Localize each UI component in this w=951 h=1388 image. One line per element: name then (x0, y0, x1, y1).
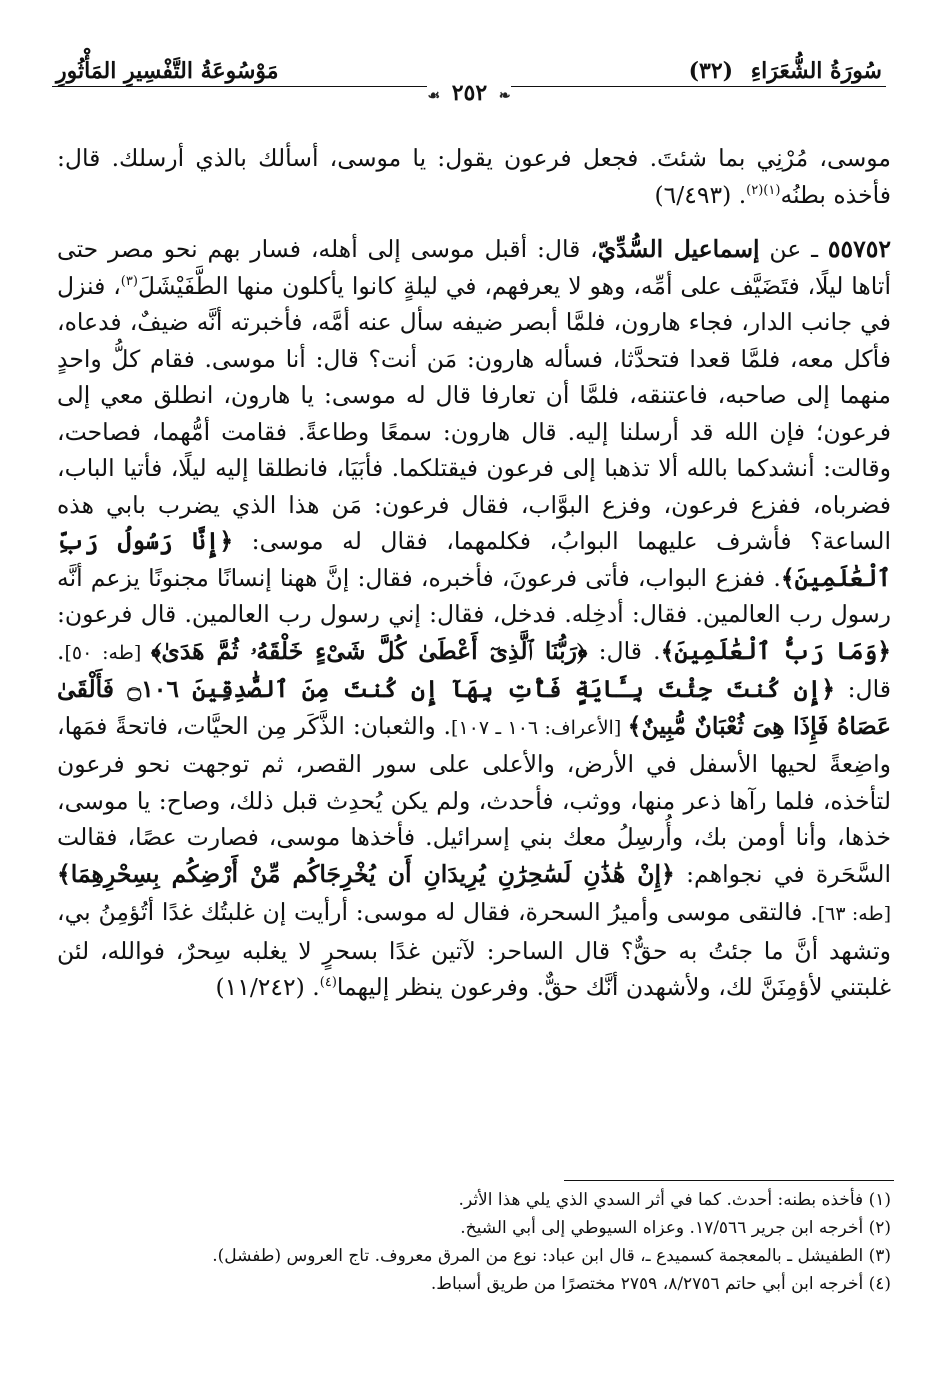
footnote: (١) فأخذه بطنه: أحدث. كما في أثر السدي الذي يلي هذا الأثر. (458, 1190, 891, 1210)
volume-reference: . (٦/٤٩٣) (654, 180, 747, 209)
entry-text: . والثعبان: الذَّكَر مِن الحيَّات، فاتحةً فمَها، واضِعةً لحيها الأسفل في الأرض، والأعلى على سور القصر، ثم توجهت نحو فرعون لتأخذه، فلما رآها ذعر منها، ووثب، فأحدث، ولم يكن يُحدِث قبل ذلك، وصاح: يا موسى، خذها، وأنا أومن بك، وأُرسِلُ معك بني إسرائيل. فأخذها موسى، فصارت عصًا، فقالت السَّحَرة في نجواهم: (57, 711, 891, 888)
paragraph-text: موسى، مُرْنِي بما شئتَ. فجعل فرعون يقول: يا موسى، أسألك بالذي أرسلك. قال: فأخذه بطنُه (57, 144, 891, 209)
entry-text: . قال: (57, 636, 891, 703)
narrator-name: إسماعيل السُّدِّيّ (597, 235, 760, 263)
verse-reference: [طه: ٦٣] (817, 903, 891, 925)
surah-name: سُورَةُ الشُّعَرَاءِ (750, 58, 882, 84)
ornament-icon: ❧ (498, 88, 511, 104)
book-title: مَوْسُوعَةُ التَّفْسِيرِ المَأْثُورِ (56, 58, 279, 84)
paragraph-continuation (57, 140, 891, 213)
surah-number: (٣٢) (688, 58, 734, 84)
verse-reference: [طه: ٥٠] (64, 641, 152, 664)
entry-text: . قال: (587, 636, 661, 665)
footnote: (٣) الطفيشل ـ بالمعجمة كسميدع ـ، قال ابن عباد: نوع من المرق معروف. تاج العروس (طفشل). (212, 1246, 891, 1266)
entry-prefix: ـ عن (759, 235, 828, 263)
footnote-marker: (٤) (319, 975, 337, 991)
entry-text: ، قال: أقبل موسى إلى أهله، فسار بهم نحو مصر حتى أتاها ليلًا، فتَضَيَّف على أمِّه، وهو لا يعرفهم، في ليلةٍ كانوا يأكلون منها الطَّفَيْشَلَ (57, 235, 891, 300)
footnote-marker: (١)(٢) (746, 182, 781, 198)
main-text (57, 140, 891, 1006)
page-header (52, 52, 886, 106)
entry-number: ٥٥٧٥٢ (827, 235, 891, 263)
hadith-entry (57, 231, 891, 1006)
quran-quote: ﴿إِن كُنتَ جِئْتَ بِـَٔايَةٍ فَأْتِ بِهَآ إِن كُنتَ مِنَ ٱلصَّٰدِقِينَ ۝١٠٦ فَأَلْقَىٰ عَصَاهُ فَإِذَا هِىَ ثُعْبَانٌ مُّبِينٌ﴾ (57, 675, 891, 740)
page-number-block (52, 80, 886, 106)
quran-quote: ﴿رَبُّنَا ٱلَّذِىٓ أَعْطَىٰ كُلَّ شَىْءٍ خَلْقَهُۥ ثُمَّ هَدَىٰ﴾ (151, 636, 588, 665)
quran-quote: ﴿وَمَا رَبُّ ٱلْعَٰلَمِينَ﴾ (660, 636, 892, 665)
footnotes (57, 1186, 891, 1298)
quran-quote: ﴿إِنَّا رَسُولُ رَبِّ ٱلْعَٰلَمِينَ﴾ (57, 527, 891, 592)
verse-reference: [الأعراف: ١٠٦ ـ ١٠٧] (451, 716, 628, 739)
entry-text: . فالتقى موسى وأميرُ السحرة، فقال له موسى: أرأيت إن غلبتُك غدًا أتُؤمِنُ بي، وتشهد أنَّ ما جئتُ به حقٌّ؟ قال الساحر: لآتين غدًا بسحرٍ لا يغلبه سِحرٌ، فوالله، لئن غلبتني لأؤمِنَنَّ لك، ولأشهدن أنَّك حقٌّ. وفرعون ينظر إليهما (57, 898, 891, 1001)
entry-text: ، فنزل في جانب الدار، فجاء هارون، فلمَّا أبصر ضيفه سأل عنه أمَّه، فأخبرته أنَّه ضيفٌ، فدعاه، فأكل معه، فلمَّا قعدا فتحدَّثا، فسأله هارون: مَن أنت؟ قال: أنا موسى. فقام كلُّ واحدٍ منهما إلى صاحبه، فاعتنقه، فلمَّا أن تعارفا قال له موسى: يا هارون، انطلق معي إلى فرعون؛ فإن الله قد أرسلنا إليه. قال هارون: سمعًا وطاعةً. فقامت أمُّهما، فصاحت، وقالت: أنشدكما بالله ألا تذهبا إلى فرعون فيقتلكما. فأبَيَا، فانطلقا إليه ليلًا، فأتيا الباب، فضرباه، ففزع فرعون، وفزع البوَّاب، فقال فرعون: مَن هذا الذي يضرب بابي هذه الساعة؟ فأشرف عليهما البوابُ، فكلمهما، فقال له موسى: (57, 271, 891, 555)
volume-reference: . (١١/٢٤٢) (215, 973, 320, 1001)
footnote: (٢) أخرجه ابن جرير ١٧/٥٦٦. وعزاه السيوطي إلى أبي الشيخ. (460, 1218, 891, 1238)
quran-quote: ﴿إِنْ هَٰذَٰنِ لَسَٰحِرَٰنِ يُرِيدَانِ أَن يُخْرِجَاكُم مِّنْ أَرْضِكُم بِسِحْرِهِمَا﴾ (57, 859, 675, 888)
ornament-icon: ☙ (427, 88, 441, 104)
footnote-marker: (٣) (120, 273, 138, 289)
entry-text: . ففزع البواب، فأتى فرعونَ، فأخبره، فقال: إنَّ ههنا إنسانًا مجنونًا يزعم أنَّه رسول رب العالمين. فقال: أدخِله. فدخل، فقال: إني رسول رب العالمين. قال فرعون: (57, 563, 891, 628)
footnote-separator (564, 1180, 894, 1181)
page-number: ٢٥٢ (451, 80, 488, 106)
footnote: (٤) أخرجه ابن أبي حاتم ٨/٢٧٥٦، ٢٧٥٩ مختصرًا من طريق أسباط. (430, 1274, 891, 1294)
